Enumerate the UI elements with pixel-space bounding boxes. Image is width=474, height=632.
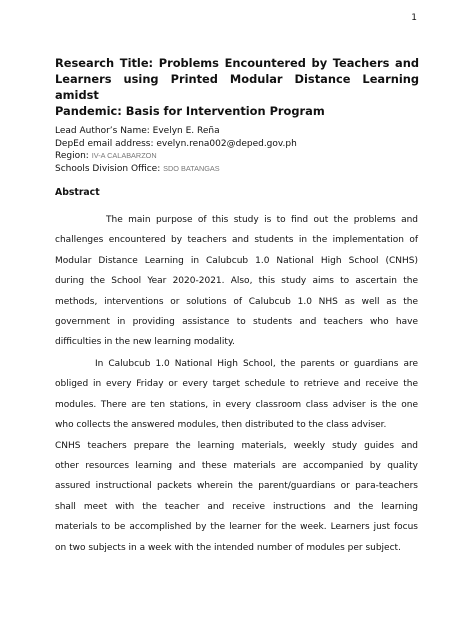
division-value: SDO BATANGAS [163,163,220,173]
author-info [55,125,297,175]
paragraph-line: Modular Distance Learning in Calubcub 1.0 National High School (CNHS) [55,255,418,266]
research-title [55,55,419,119]
paragraph-line: challenges encountered by teachers and students in the implementation of [55,235,418,246]
paragraph-line: modules. There are ten stations, in every classroom class adviser is the one [55,399,418,410]
paragraph-line: government in providing assistance to students and teachers who have [55,316,418,327]
paragraph-line: materials to be accomplished by the learner for the week. Learners just focus [55,522,418,533]
author-email: DepEd email address: evelyn.rena002@deped.gov.ph [55,138,297,149]
abstract-paragraph-2 [55,354,418,558]
paragraph-line: shall meet with the teacher and receive instructions and the learning [55,501,418,512]
page-number: 1 [411,13,417,23]
region-label: Region: [55,151,89,161]
division-line [55,163,297,176]
abstract-heading: Abstract [55,187,100,198]
paragraph-line: difficulties in the new learning modality. [55,337,235,348]
title-line: Research Title: Problems Encountered by Teachers and [55,56,419,70]
paragraph-line: other resources learning and these materials are accompanied by quality [55,460,418,471]
region-value: IV-A CALABARZON [91,151,157,160]
paragraph-line: who collects the answered modules, then distributed to the class adviser. [55,420,387,431]
paragraph-line: methods, interventions or solutions of Calubcub 1.0 NHS as well as the [55,296,418,307]
paragraph-line: CNHS teachers prepare the learning materials, weekly study guides and [55,440,418,451]
paragraph-line: obliged in every Friday or every target schedule to retrieve and receive the [55,379,418,390]
paragraph-line: assured instructional packets wherein the parent/guardians or para-teachers [55,481,418,492]
title-line: Pandemic: Basis for Intervention Program [55,104,325,118]
paragraph-line: The main purpose of this study is to find out the problems and [106,215,418,225]
division-label: Schools Division Office: [55,163,161,174]
paragraph-line: during the School Year 2020-2021. Also, this study aims to ascertain the [55,276,418,287]
abstract-paragraph-1 [55,210,418,353]
author-name: Lead Author’s Name: Evelyn E. Reña [55,126,220,136]
region-line [55,150,297,163]
title-line: Learners using Printed Modular Distance Learning amidst [55,72,419,102]
paragraph-line: on two subjects in a week with the intended number of modules per subject. [55,542,401,553]
paragraph-line: In Calubcub 1.0 National High School, the parents or guardians are [95,359,418,369]
